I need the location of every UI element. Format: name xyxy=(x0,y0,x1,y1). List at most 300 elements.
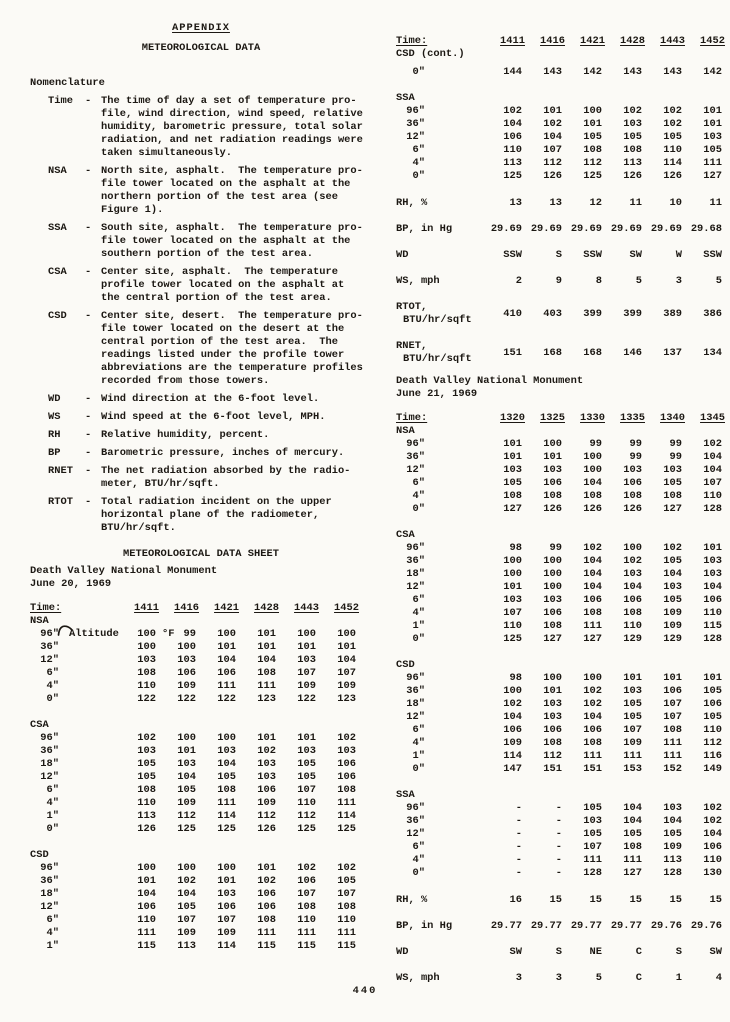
nomenclature-term: Time xyxy=(48,95,73,107)
cell-value: 104 xyxy=(217,654,236,666)
table-cell xyxy=(646,555,686,568)
table-cell xyxy=(486,750,526,763)
altitude-annotation: Altitude xyxy=(69,628,119,640)
cell-value: 102 xyxy=(703,802,722,814)
cell-value: 112 xyxy=(583,157,602,169)
cell-value: 5 xyxy=(635,275,642,287)
cell-value: 106 xyxy=(257,901,276,913)
cell-value: 123 xyxy=(337,693,356,705)
cell-value: 100 xyxy=(137,641,156,653)
dash: - xyxy=(85,95,92,107)
indent-spacer xyxy=(30,447,48,460)
row-label xyxy=(396,607,486,620)
row-label xyxy=(396,841,486,854)
table-cell xyxy=(320,862,360,875)
cell-value: 108 xyxy=(257,667,276,679)
table-cell xyxy=(526,157,566,170)
table-cell xyxy=(120,797,160,810)
cell-value: 29.69 xyxy=(570,223,602,235)
nomenclature-definition xyxy=(101,447,344,460)
table-cell xyxy=(240,628,280,641)
cell-value: 101 xyxy=(543,105,562,117)
measurement-label-line2: BTU/hr/sqft xyxy=(403,353,472,365)
nomenclature-definition xyxy=(101,465,350,491)
table-cell xyxy=(686,555,726,568)
cell-value: 134 xyxy=(703,346,722,359)
row-label xyxy=(30,927,120,940)
cell-value: 126 xyxy=(663,170,682,182)
page-number: 440 xyxy=(352,985,378,997)
cell-value: 101 xyxy=(503,581,522,593)
table-row xyxy=(30,888,372,901)
table-cell xyxy=(486,131,526,144)
table-cell xyxy=(606,542,646,555)
cell-value: 122 xyxy=(137,693,156,705)
table-cell xyxy=(120,732,160,745)
height-label: 12" xyxy=(40,771,59,783)
table-cell xyxy=(486,157,526,170)
table-cell xyxy=(486,724,526,737)
table-cell xyxy=(526,750,566,763)
table-cell xyxy=(120,745,160,758)
cell-value: 102 xyxy=(137,732,156,744)
table-cell xyxy=(200,823,240,836)
table-cell xyxy=(240,680,280,693)
table-cell xyxy=(606,157,646,170)
table-cell xyxy=(526,131,566,144)
table-cell xyxy=(526,477,566,490)
table-cell xyxy=(280,628,320,641)
cell-value: 103 xyxy=(177,654,196,666)
cell-value: 101 xyxy=(703,672,722,684)
definition-line: profile tower located on the asphalt at xyxy=(101,279,345,291)
nomenclature-definition xyxy=(101,95,363,160)
cell-value: 112 xyxy=(257,810,276,822)
table-cell xyxy=(160,810,200,823)
height-label: 12" xyxy=(406,828,425,840)
cell-value: 106 xyxy=(703,841,722,853)
measurement-value xyxy=(566,249,606,262)
cell-value: SW xyxy=(709,946,722,958)
table-cell xyxy=(526,763,566,776)
table-row xyxy=(396,438,728,451)
table-cell xyxy=(526,118,566,131)
table-cell xyxy=(486,802,526,815)
table-cell xyxy=(280,888,320,901)
cell-value: 110 xyxy=(663,144,682,156)
cell-value: 108 xyxy=(543,620,562,632)
table-cell xyxy=(120,771,160,784)
table-cell xyxy=(686,607,726,620)
table-cell xyxy=(646,464,686,477)
cell-value: - xyxy=(515,802,522,814)
table-row xyxy=(30,901,372,914)
table-cell xyxy=(320,810,360,823)
cell-value: 100 xyxy=(543,438,562,450)
cell-value: 29.68 xyxy=(690,223,722,235)
table-cell xyxy=(280,823,320,836)
time-value: 1340 xyxy=(660,412,685,424)
cell-value: 111 xyxy=(137,927,156,939)
measurement-value xyxy=(646,249,686,262)
table-cell xyxy=(606,118,646,131)
cell-value: 106 xyxy=(137,901,156,913)
time-value: 1320 xyxy=(500,412,525,424)
cell-value: 103 xyxy=(543,711,562,723)
table-cell xyxy=(120,784,160,797)
table-cell xyxy=(646,867,686,880)
cell-value: 99 xyxy=(669,438,682,450)
cell-value: 106 xyxy=(503,131,522,143)
table-cell xyxy=(566,633,606,646)
cell-value: 105 xyxy=(623,131,642,143)
table-cell xyxy=(566,854,606,867)
table-row xyxy=(30,875,372,888)
height-label: 4" xyxy=(412,490,425,502)
cell-value: 107 xyxy=(583,841,602,853)
table-cell xyxy=(200,693,240,706)
row-label xyxy=(396,477,486,490)
cell-value: 103 xyxy=(503,464,522,476)
height-label: 18" xyxy=(40,758,59,770)
table-row xyxy=(396,66,728,79)
profile-section xyxy=(396,425,728,516)
table-cell xyxy=(160,732,200,745)
measurement-label-line1: RH, % xyxy=(396,197,428,209)
table-cell xyxy=(486,477,526,490)
height-label: 1" xyxy=(412,620,425,632)
indent-spacer xyxy=(30,393,48,406)
definition-line: horizontal plane of the radiometer, xyxy=(101,509,320,521)
table-cell xyxy=(646,105,686,118)
dash: - xyxy=(85,411,92,423)
table-cell xyxy=(646,672,686,685)
indent-spacer xyxy=(30,266,48,305)
cell-value: 109 xyxy=(663,841,682,853)
row-label xyxy=(396,144,486,157)
table-cell xyxy=(120,940,160,953)
cell-value: 101 xyxy=(217,641,236,653)
row-label xyxy=(396,620,486,633)
cell-value: 106 xyxy=(663,685,682,697)
cell-value: 104 xyxy=(583,555,602,567)
row-label xyxy=(30,680,120,693)
cell-value: 104 xyxy=(623,581,642,593)
table-cell xyxy=(606,737,646,750)
height-label: 0" xyxy=(412,503,425,515)
cell-value: 111 xyxy=(623,854,642,866)
table-cell xyxy=(526,737,566,750)
table-cell xyxy=(280,667,320,680)
time-column-label xyxy=(396,412,486,425)
cell-value: 105 xyxy=(583,802,602,814)
cell-value: 29.69 xyxy=(530,223,562,235)
definition-line: radiation, and net radiation readings were xyxy=(101,134,363,146)
cell-value: 107 xyxy=(337,888,356,900)
table-cell xyxy=(646,841,686,854)
cell-value: S xyxy=(555,249,562,261)
time-value: 1428 xyxy=(620,35,645,47)
cell-value: 101 xyxy=(703,105,722,117)
table-cell xyxy=(606,685,646,698)
cell-value: 103 xyxy=(217,888,236,900)
table-cell xyxy=(120,758,160,771)
time-value: 1411 xyxy=(134,602,159,614)
row-label xyxy=(396,763,486,776)
nomenclature-heading: Nomenclature xyxy=(30,77,105,89)
table-row xyxy=(30,914,372,927)
cell-value: 100 xyxy=(583,105,602,117)
table-cell xyxy=(686,490,726,503)
table-row xyxy=(396,802,728,815)
row-label xyxy=(30,693,120,706)
definition-line: northern portion of the test area (see xyxy=(101,191,338,203)
definition-line: readings listed under the profile tower xyxy=(101,349,345,361)
table-cell xyxy=(566,607,606,620)
height-label: 4" xyxy=(412,737,425,749)
cell-value: 109 xyxy=(503,737,522,749)
cell-value: - xyxy=(515,854,522,866)
table-cell xyxy=(280,784,320,797)
table-cell xyxy=(486,144,526,157)
cell-value: 104 xyxy=(177,888,196,900)
cell-value: - xyxy=(555,828,562,840)
table-cell xyxy=(526,828,566,841)
table-row xyxy=(30,940,372,953)
time-column-label xyxy=(396,35,486,48)
measurement-value xyxy=(566,972,606,985)
definition-line: file tower located on the asphalt at the xyxy=(101,235,351,247)
table-cell xyxy=(686,581,726,594)
cell-value: 13 xyxy=(509,197,522,209)
cell-value: 129 xyxy=(663,633,682,645)
row-label xyxy=(396,66,486,79)
table-cell xyxy=(240,940,280,953)
table-row xyxy=(396,490,728,503)
cell-value: 29.77 xyxy=(530,920,562,932)
measurement-row xyxy=(396,275,728,288)
measurement-label-line1: WD xyxy=(396,249,409,261)
cell-value: 101 xyxy=(257,641,276,653)
dash: - xyxy=(85,429,92,441)
nomenclature-entry xyxy=(30,447,372,460)
sheet1-date: June 20, 1969 xyxy=(30,578,112,590)
cell-value: 2 xyxy=(515,275,522,287)
cell-value: 125 xyxy=(503,633,522,645)
measurement-value xyxy=(606,197,646,210)
cell-value: 108 xyxy=(623,144,642,156)
height-label: 0" xyxy=(412,633,425,645)
cell-value: 126 xyxy=(543,170,562,182)
table-cell xyxy=(606,633,646,646)
table-cell xyxy=(486,581,526,594)
cell-value: 122 xyxy=(297,693,316,705)
measurement-value xyxy=(526,972,566,985)
cell-value: 100 xyxy=(177,862,196,874)
table-cell xyxy=(200,810,240,823)
measurement-value xyxy=(606,946,646,959)
table-cell xyxy=(526,802,566,815)
row-label xyxy=(396,105,486,118)
table-cell xyxy=(566,490,606,503)
table-cell xyxy=(280,654,320,667)
table-row xyxy=(396,724,728,737)
table-cell xyxy=(566,451,606,464)
table-cell xyxy=(686,568,726,581)
cell-value: 104 xyxy=(137,888,156,900)
measurement-label-line1: BP, in Hg xyxy=(396,920,453,932)
measurement-value xyxy=(486,249,526,262)
table-cell xyxy=(526,451,566,464)
row-label xyxy=(396,503,486,516)
table-cell xyxy=(120,862,160,875)
nomenclature-entry xyxy=(30,393,372,406)
cell-value: 106 xyxy=(583,724,602,736)
row-label xyxy=(30,745,120,758)
cell-value: 108 xyxy=(583,607,602,619)
table-cell xyxy=(120,875,160,888)
cell-value: 110 xyxy=(703,724,722,736)
table-cell xyxy=(160,745,200,758)
profile-section xyxy=(396,92,728,183)
height-label: 18" xyxy=(406,698,425,710)
row-label xyxy=(396,451,486,464)
dash: - xyxy=(85,310,92,322)
profile-section xyxy=(30,719,372,836)
time-header-cell xyxy=(120,602,160,615)
table-row xyxy=(396,451,728,464)
nomenclature-entry xyxy=(30,165,372,217)
height-label: 36" xyxy=(406,555,425,567)
cell-value: 110 xyxy=(703,607,722,619)
table-cell xyxy=(320,628,360,641)
definition-line: Center site, desert. The temperature pro- xyxy=(101,310,363,322)
table-row xyxy=(30,823,372,836)
cell-value: 29.77 xyxy=(490,920,522,932)
table-cell xyxy=(566,568,606,581)
cell-value: 100 xyxy=(297,628,316,640)
table-cell xyxy=(686,438,726,451)
table-row xyxy=(30,693,372,706)
cell-value: 105 xyxy=(177,901,196,913)
nomenclature-term: BP xyxy=(48,447,61,459)
cell-value: 108 xyxy=(583,737,602,749)
cell-value: 109 xyxy=(297,680,316,692)
cell-value: 104 xyxy=(217,758,236,770)
measurement-value xyxy=(526,894,566,907)
table-cell xyxy=(526,66,566,79)
cell-value: 399 xyxy=(583,307,602,320)
cell-value: 9 xyxy=(555,275,562,287)
table-cell xyxy=(320,888,360,901)
cell-value: 125 xyxy=(583,170,602,182)
table-cell xyxy=(200,654,240,667)
left-column xyxy=(30,0,372,953)
measurement-value xyxy=(606,308,646,321)
table-row xyxy=(30,797,372,810)
measurement-value xyxy=(566,308,606,321)
cell-value: 107 xyxy=(663,698,682,710)
measurement-rows xyxy=(396,894,728,985)
cell-value: 106 xyxy=(257,784,276,796)
table-cell xyxy=(240,862,280,875)
table-cell xyxy=(486,542,526,555)
cell-value: 106 xyxy=(337,771,356,783)
table-cell xyxy=(686,503,726,516)
cell-value: 103 xyxy=(703,131,722,143)
table-row xyxy=(396,711,728,724)
table-cell xyxy=(200,628,240,641)
measurement-value xyxy=(566,920,606,933)
cell-value: 110 xyxy=(703,490,722,502)
time-header-row xyxy=(396,412,728,425)
cell-value: 104 xyxy=(177,771,196,783)
cell-value: 109 xyxy=(337,680,356,692)
table-cell xyxy=(526,711,566,724)
nomenclature-entry xyxy=(30,429,372,442)
cell-value: 106 xyxy=(623,594,642,606)
table-cell xyxy=(320,823,360,836)
cell-value: 101 xyxy=(503,438,522,450)
cell-value: 101 xyxy=(297,732,316,744)
cell-value: 108 xyxy=(257,914,276,926)
cell-value: 101 xyxy=(583,118,602,130)
table-cell xyxy=(240,771,280,784)
measurement-value xyxy=(526,223,566,236)
height-label: 0" xyxy=(46,823,59,835)
table-cell xyxy=(646,157,686,170)
nomenclature-definition xyxy=(101,310,363,388)
dash: - xyxy=(85,266,92,278)
row-label xyxy=(30,784,120,797)
table-row xyxy=(396,118,728,131)
cell-value: 109 xyxy=(663,607,682,619)
table-cell xyxy=(160,654,200,667)
measurement-row xyxy=(396,340,728,366)
nomenclature-definition xyxy=(101,266,344,305)
row-label xyxy=(396,581,486,594)
table-cell xyxy=(160,914,200,927)
cell-value: 104 xyxy=(503,711,522,723)
table-cell xyxy=(686,451,726,464)
section-label: NSA xyxy=(396,425,415,437)
height-label: 6" xyxy=(46,667,59,679)
measurement-row xyxy=(396,920,728,933)
table-cell xyxy=(160,680,200,693)
cell-value: 110 xyxy=(297,797,316,809)
cell-value: 29.69 xyxy=(650,223,682,235)
measurement-value xyxy=(566,223,606,236)
table-cell xyxy=(240,927,280,940)
cell-value: 11 xyxy=(629,197,642,209)
cell-value: 102 xyxy=(703,815,722,827)
time-header-cell xyxy=(566,412,606,425)
continued-section xyxy=(396,48,728,79)
measurement-rows xyxy=(396,197,728,366)
table-cell xyxy=(486,737,526,750)
cell-value: 102 xyxy=(583,542,602,554)
cell-value: 29.77 xyxy=(610,920,642,932)
row-label xyxy=(30,823,120,836)
cell-value: 102 xyxy=(337,862,356,874)
table-cell xyxy=(646,815,686,828)
time-value: 1421 xyxy=(580,35,605,47)
time-header-cell xyxy=(686,35,726,48)
indent-spacer xyxy=(30,165,48,217)
time-label-text: Time: xyxy=(396,412,428,424)
cell-value: 106 xyxy=(297,875,316,887)
cell-value: 114 xyxy=(503,750,522,762)
